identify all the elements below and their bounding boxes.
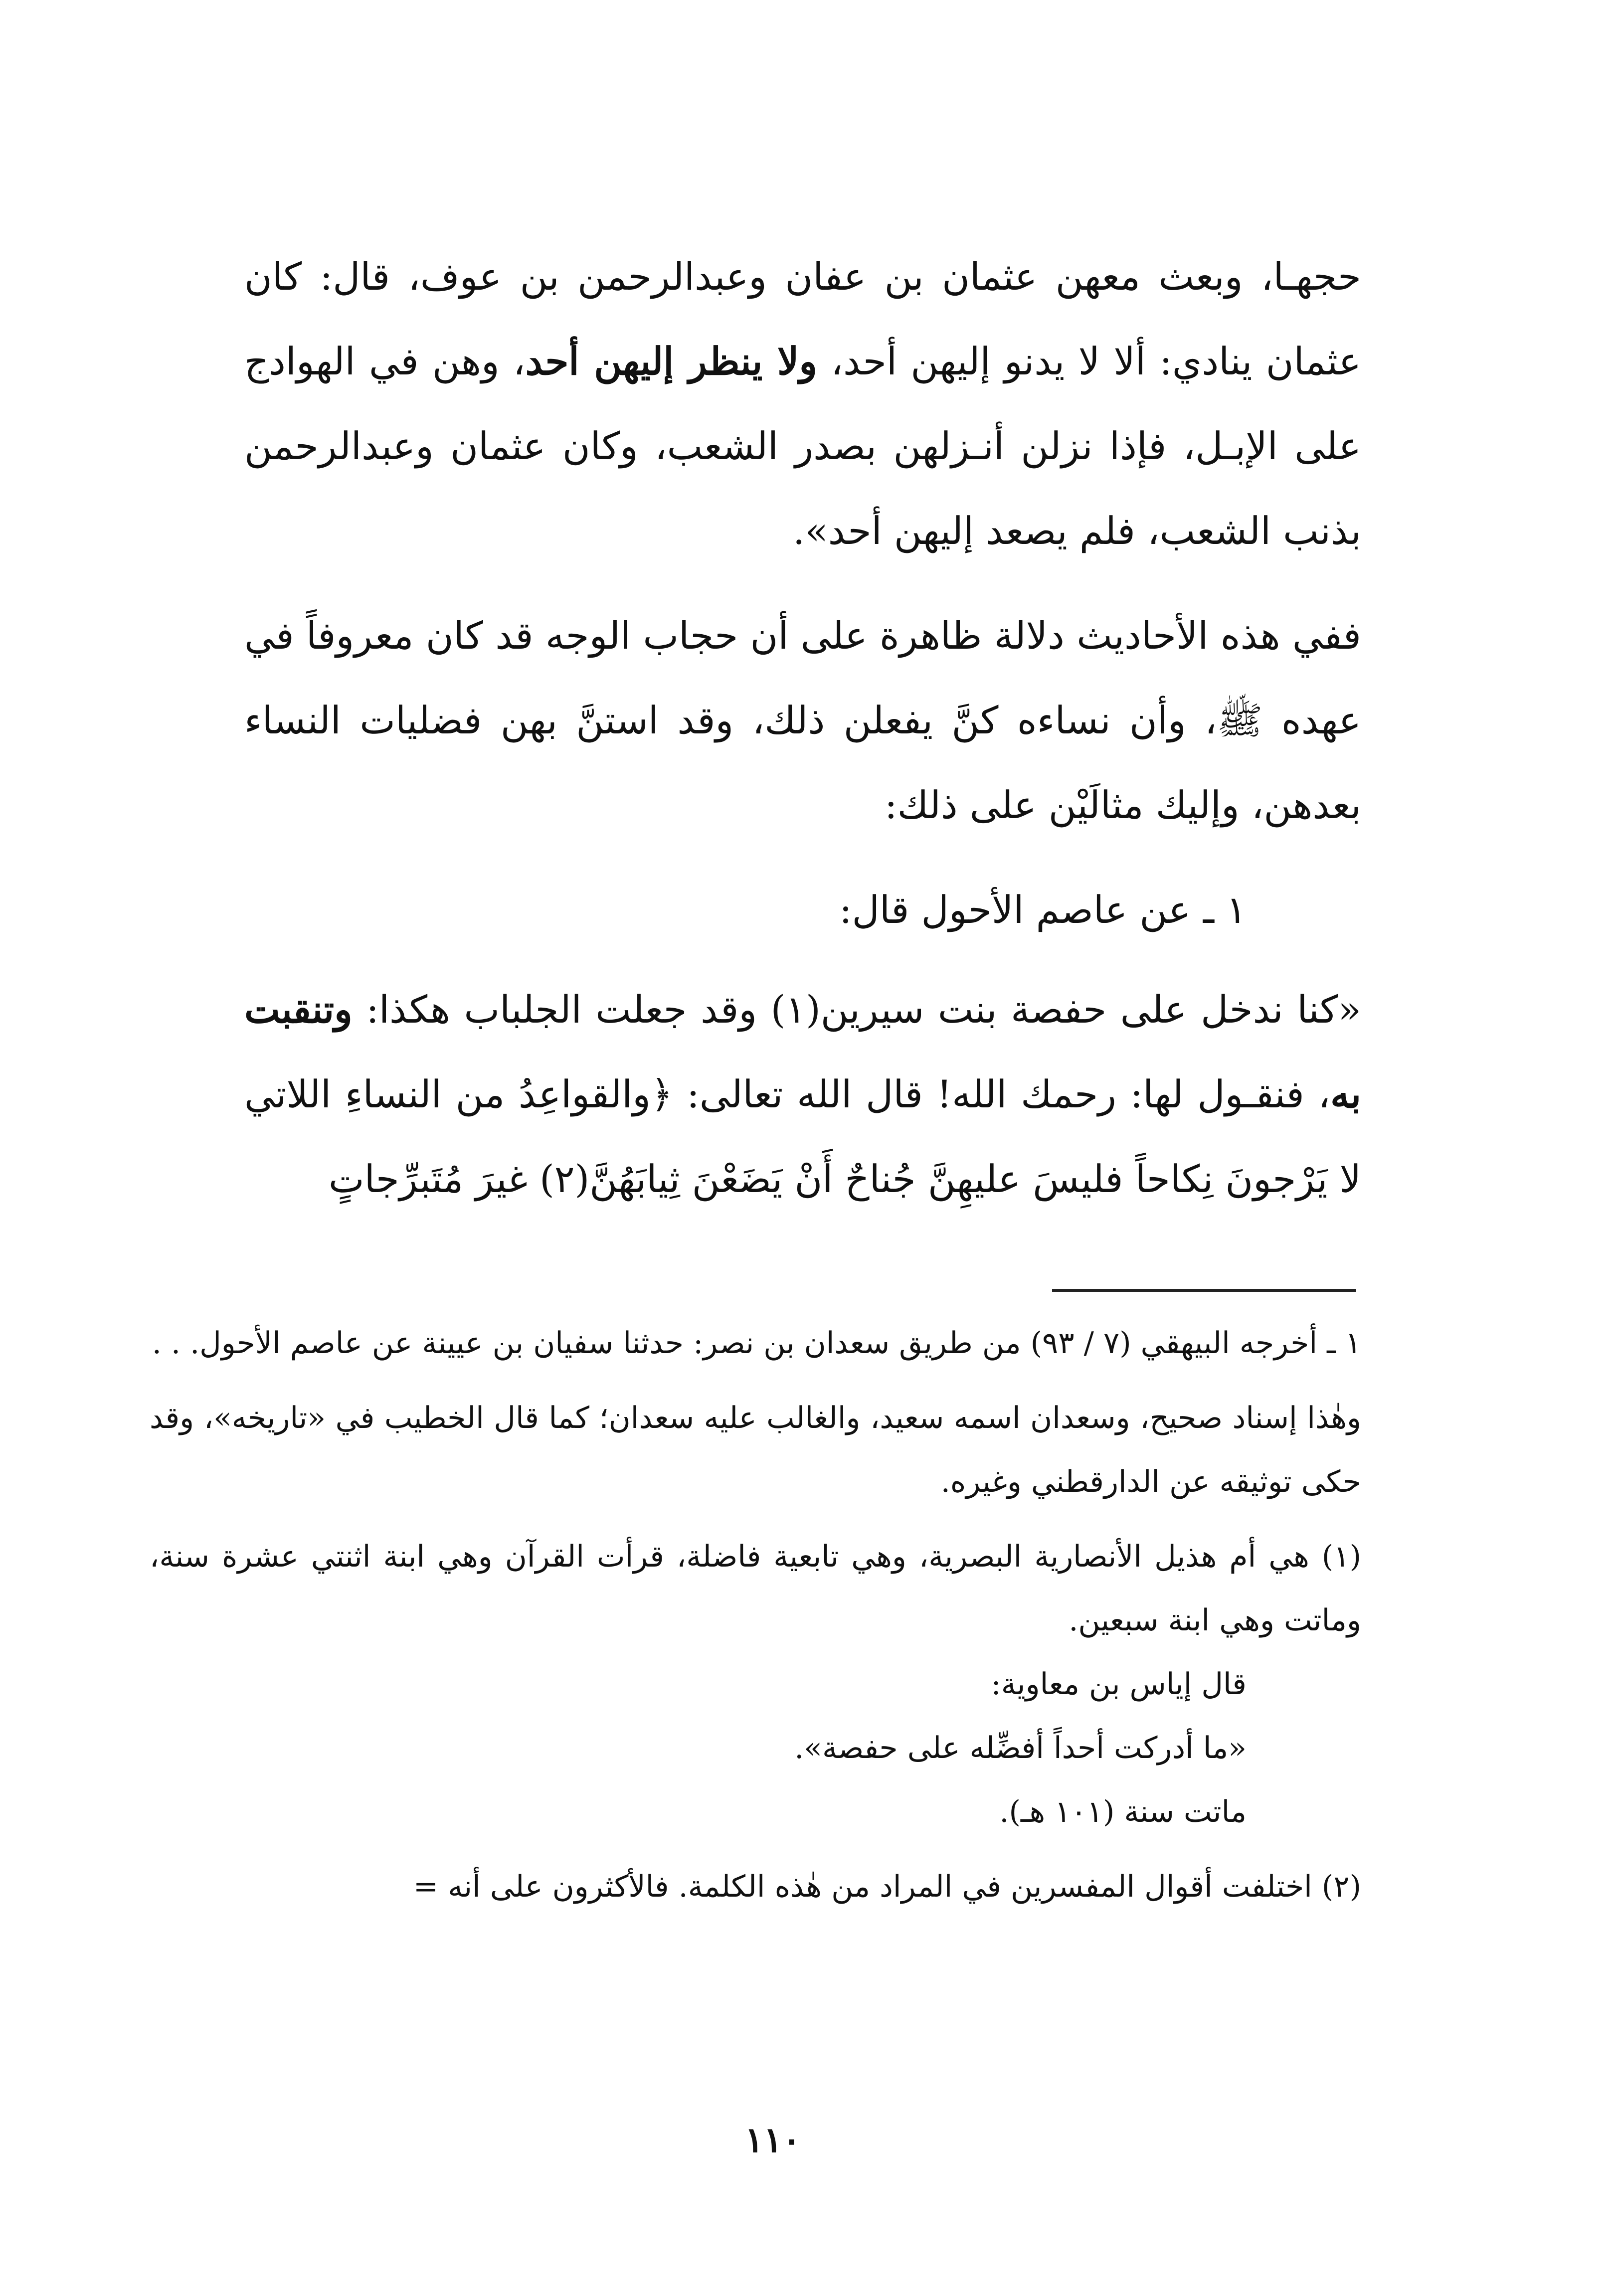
text-run: «كنا ندخل على حفصة بنت سيرين(١) وقد جعلت الجلباب هكذا: — [352, 987, 1361, 1032]
page-number: ١١٠ — [744, 2119, 801, 2160]
footnote-1-quote-intro: قال إياس بن معاوية: — [991, 1667, 1247, 1702]
paragraph-face-veil: ففي هذه الأحاديث دلالة ظاهرة على أن حجاب الوجه قد كان معروفاً في عهده ﷺ، وأن نساءه كنَّ يفعلن ذلك، وقد استنَّ بهن فضليات النساء بعدهن، وإليك مثالَيْن على ذلك: — [244, 613, 1361, 827]
footnote-1: (١) هي أم هذيل الأنصارية البصرية، وهي تابعية فاضلة، قرأت القرآن وهي ابنة اثنتي عشرة سنة، وماتت وهي ابنة سبعين. — [150, 1539, 1361, 1638]
paragraph-hafsa-quote — [244, 967, 1361, 1222]
bold-text-run: ولا ينظر إليهن أحد — [525, 339, 818, 383]
bold-text-run: وتنقبت به — [244, 987, 1361, 1116]
list-item-heading: ١ ـ عن عاصم الأحول قال: — [839, 887, 1247, 932]
footnote-divider — [1052, 1289, 1356, 1292]
footnote-2: (٢) اختلفت أقوال المفسرين في المراد من هٰذه الكلمة. فالأكثرون على أنه = — [413, 1869, 1361, 1904]
text-run: حجهـا، وبعث معهن عثمان بن عفان وعبدالرحمن بن عوف، قال: كان عثمان ينادي: ألا لا يدنو إليهن أحد، — [244, 254, 1361, 383]
main-text — [244, 234, 1361, 1222]
footnote-1-quote: «ما أدركت أحداً أفضِّله على حفصة». — [794, 1731, 1247, 1766]
footnote-source-grading: وهٰذا إسناد صحيح، وسعدان اسمه سعيد، والغالب عليه سعدان؛ كما قال الخطيب في «تاريخه»، وقد حكى توثيقه عن الدارقطني وغيره. — [150, 1401, 1361, 1499]
paragraph-hajj-account — [244, 234, 1361, 573]
text-run: ، وهن في الهوادج على الإبـل، فإذا نزلن أنـزلهن بصدر الشعب، وكان عثمان وعبدالرحمن بذنب الشعب، فلم يصعد إليهن أحد». — [244, 339, 1361, 553]
footnotes — [150, 1311, 1361, 1919]
footnote-1-death: ماتت سنة (١٠١ هـ). — [999, 1794, 1247, 1829]
footnote-source: ١ ـ أخرجه البيهقي (٧ / ٩٣) من طريق سعدان بن نصر: حدثنا سفيان بن عيينة عن عاصم الأحول. . . — [152, 1326, 1361, 1361]
text-run: ، فنقـول لها: رحمك الله! قال الله تعالى: ﴿والقواعِدُ من النساءِ اللاتي لا يَرْجونَ نِكاحاً فليسَ عليهِنَّ جُناحٌ أَنْ يَضَعْنَ ثِيابَهُنَّ(٢) غيرَ مُتَبرِّجاتٍ — [244, 1072, 1361, 1201]
